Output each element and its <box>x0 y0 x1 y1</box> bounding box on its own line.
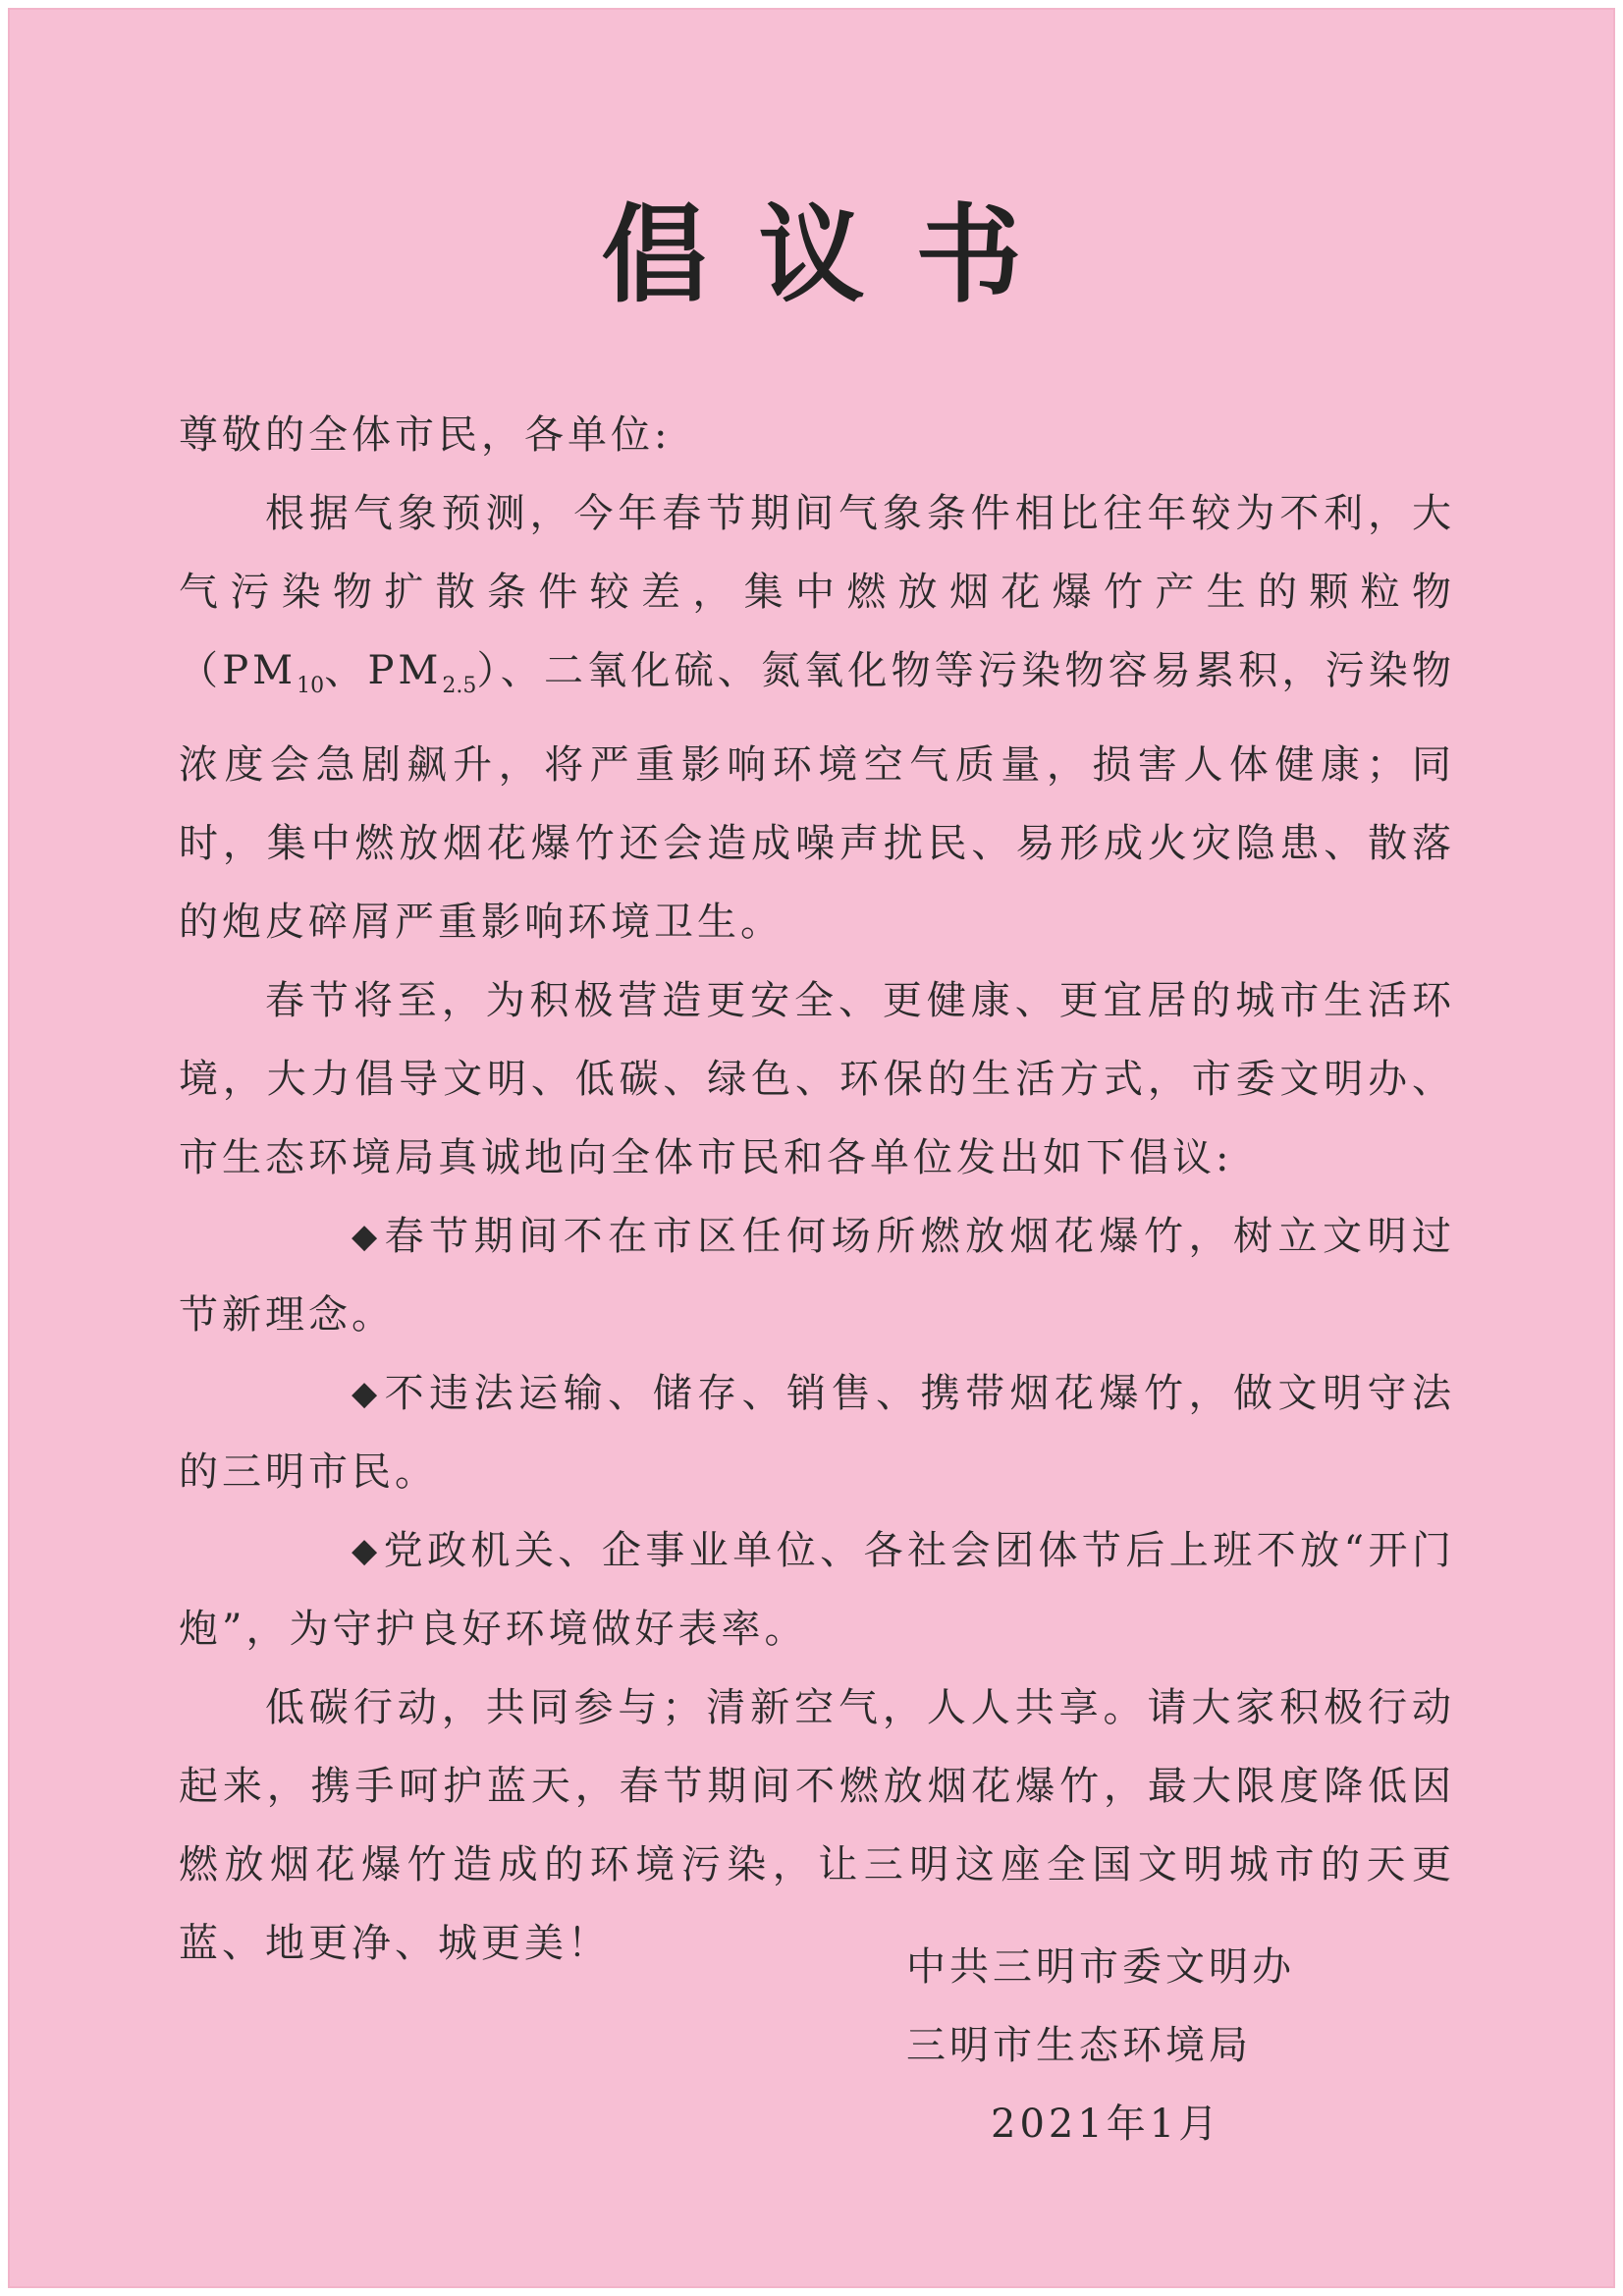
salutation: 尊敬的全体市民，各单位: <box>179 412 672 458</box>
bullet-text-2: 不违法运输、储存、销售、携带烟花爆竹，做文明守法的三明市民。 <box>179 1371 1455 1495</box>
bullet-item-2 <box>179 1354 1455 1511</box>
bullet-item-1 <box>179 1197 1455 1354</box>
signature-date: 2021年1月 <box>991 2102 1222 2147</box>
signature-org-2: 三明市生态环境局 <box>906 2023 1252 2068</box>
document-title: 倡议书 <box>601 194 1073 317</box>
paragraph-background <box>179 474 1455 961</box>
signature-org-1: 中共三明市委文明办 <box>906 1944 1295 1990</box>
paragraph-initiative: 春节将至，为积极营造更安全、更健康、更宜居的城市生活环境，大力倡导文明、低碳、绿色、环保的生活方式，市委文明办、市生态环境局真诚地向全体市民和各单位发出如下倡议: <box>179 978 1455 1180</box>
pm10-subscript: 10 <box>297 674 325 698</box>
diamond-bullet-icon: ◆ <box>352 1531 382 1570</box>
diamond-bullet-icon: ◆ <box>352 1217 382 1256</box>
document-body <box>179 396 1455 1983</box>
bullet-text-3: 党政机关、企事业单位、各社会团体节后上班不放“开门炮”，为守护良好环境做好表率。 <box>179 1528 1455 1652</box>
paragraph-closing: 低碳行动，共同参与；清新空气，人人共享。请大家积极行动起来，携手呵护蓝天，春节期间不燃放烟花爆竹，最大限度降低因燃放烟花爆竹造成的环境污染，让三明这座全国文明城市的天更蓝、地更净、城更美！ <box>179 1685 1455 1966</box>
paragraph-background-part-a: 根据气象预测，今年春节期间气象条件相比往年较为不利，大气污染物扩散条件较差，集中燃放烟花爆竹产生的颗粒物 （PM <box>179 491 1455 693</box>
signature-block <box>906 1928 1295 2163</box>
page-background <box>8 8 1615 2288</box>
diamond-bullet-icon: ◆ <box>352 1374 382 1413</box>
paragraph-background-part-b: 、PM <box>324 648 443 693</box>
document <box>8 8 1615 2288</box>
bullet-text-1: 春节期间不在市区任何场所燃放烟花爆竹，树立文明过节新理念。 <box>179 1214 1455 1338</box>
pm25-subscript: 2.5 <box>442 674 477 698</box>
paragraph-background-part-c: ）、二氧化硫、氮氧化物等污染物容易累积，污染物浓度会急剧飙升，将严重影响环境空气质量，损害人体健康；同时，集中燃放烟花爆竹还会造成噪声扰民、易形成火灾隐患、散落的炮皮碎屑严重影响环境卫生。 <box>179 648 1456 945</box>
bullet-item-3 <box>179 1511 1455 1668</box>
